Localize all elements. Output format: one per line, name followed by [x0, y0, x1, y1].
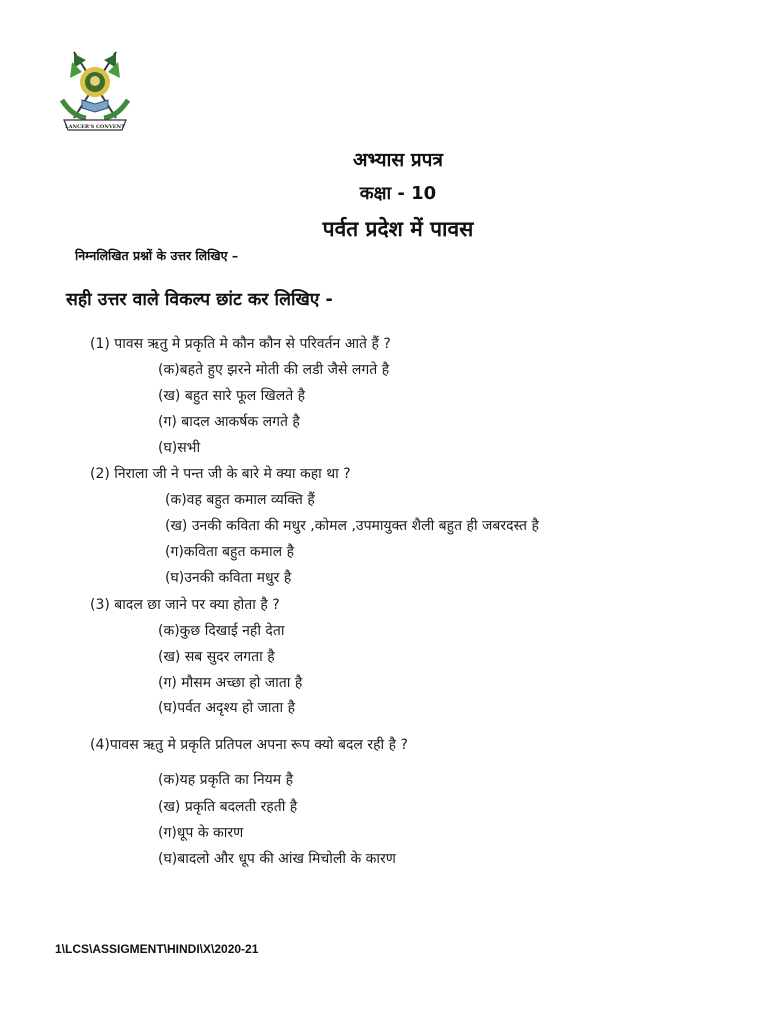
class-line: कक्षा - 10: [359, 183, 437, 204]
q4-option-a: (क)यह प्रकृति का नियम है: [158, 772, 294, 788]
question-1: (1) पावस ऋतु मे प्रकृति मे कौन कौन से परिवर्तन आते हैं ?: [90, 336, 391, 352]
chapter-title: पर्वत प्रदेश में पावस: [322, 217, 474, 241]
q4-option-b: (ख) प्रकृति बदलती रहती है: [158, 799, 298, 815]
q4-option-c: (ग)धूप के कारण: [158, 825, 244, 841]
section-title: सही उत्तर वाले विकल्प छांट कर लिखिए -: [66, 290, 333, 310]
worksheet-title: अभ्यास प्रपत्र: [353, 149, 443, 171]
logo-banner-text: LANCER'S CONVENT: [65, 124, 125, 130]
q1-option-d: (घ)सभी: [158, 440, 201, 456]
q3-option-d: (घ)पर्वत अदृश्य हो जाता है: [158, 700, 296, 716]
q2-option-c: (ग)कविता बहुत कमाल है: [165, 544, 295, 560]
question-4: (4)पावस ऋतु मे प्रकृति प्रतिपल अपना रूप क्यो बदल रही है ?: [90, 737, 408, 753]
q2-option-d: (घ)उनकी कविता मधुर है: [165, 570, 292, 586]
q4-option-d: (घ)बादलो और धूप की आंख मिचोली के कारण: [158, 851, 396, 867]
q1-option-c: (ग) बादल आकर्षक लगते है: [158, 414, 300, 430]
school-logo: [52, 44, 138, 136]
q3-option-a: (क)कुछ दिखाई नही देता: [158, 623, 285, 639]
q3-option-b: (ख) सब सुदर लगता है: [158, 649, 275, 665]
question-2: (2) निराला जी ने पन्त जी के बारे मे क्या कहा था ?: [90, 466, 351, 482]
q2-option-b: (ख) उनकी कविता की मधुर ,कोमल ,उपमायुक्त शैली बहुत ही जबरदस्त है: [165, 518, 539, 534]
q3-option-c: (ग) मौसम अच्छा हो जाता है: [158, 675, 303, 691]
footer-path: 1\LCS\ASSIGMENT\HINDI\X\2020-21: [55, 942, 259, 956]
instruction-text: निम्नलिखित प्रश्नों के उत्तर लिखिए –: [75, 248, 239, 263]
q2-option-a: (क)वह बहुत कमाल व्यक्ति हैं: [165, 492, 315, 508]
q1-option-a: (क)बहते हुए झरने मोती की लडी जैसे लगते है: [158, 362, 390, 378]
q1-option-b: (ख) बहुत सारे फूल खिलते है: [158, 388, 306, 404]
question-3: (3) बादल छा जाने पर क्या होता है ?: [90, 597, 280, 613]
